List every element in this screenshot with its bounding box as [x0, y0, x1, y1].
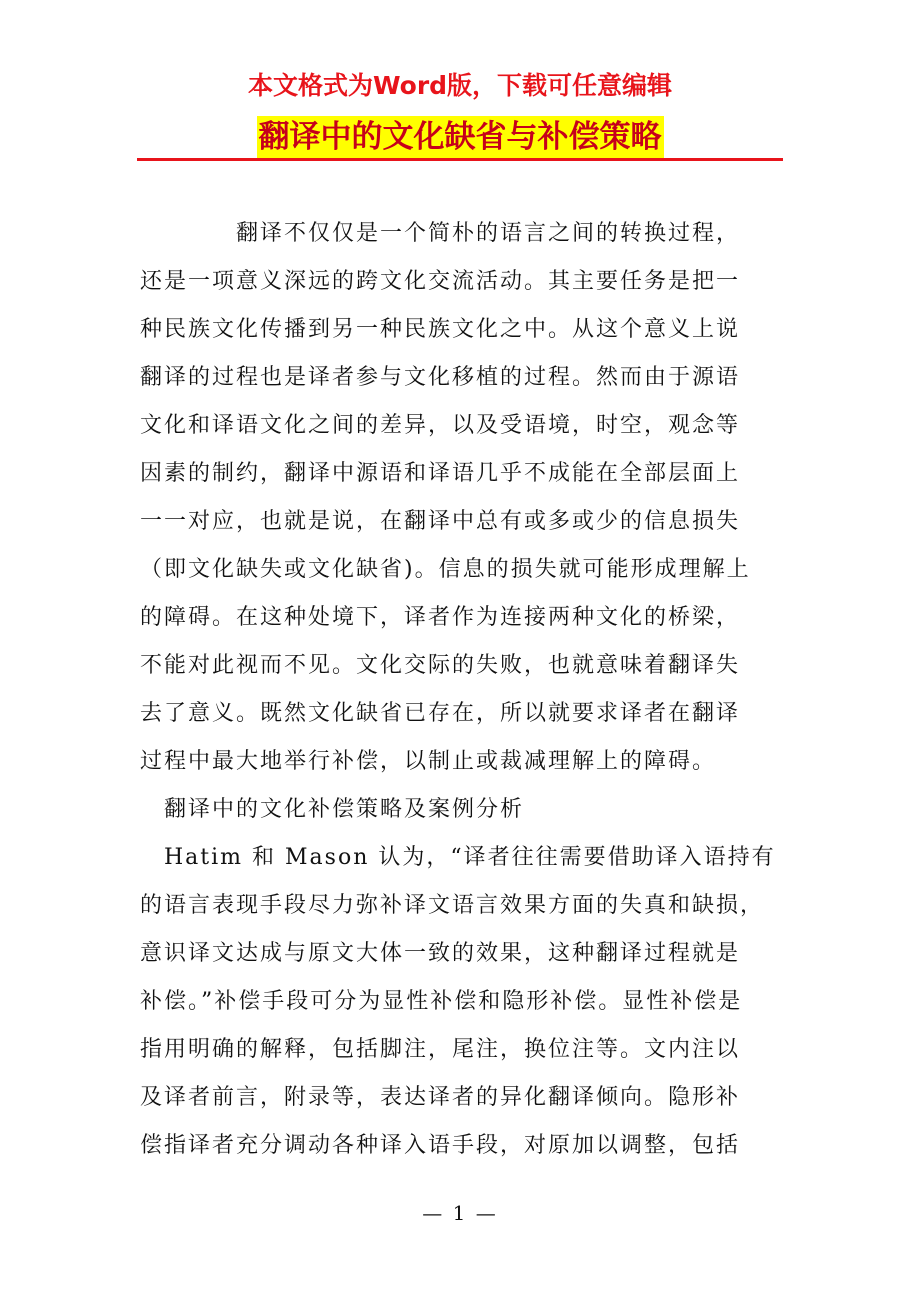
document-title: 翻译中的文化缺省与补偿策略 [257, 116, 664, 158]
body-line: 补偿。”补偿手段可分为显性补偿和隐形补偿。显性补偿是 [140, 989, 743, 1014]
body-line: Hatim 和 Mason 认为，“译者往往需要借助译入语持有 [140, 845, 776, 870]
body-line: （即文化缺失或文化缺省)。信息的损失就可能形成理解上 [140, 557, 751, 582]
page-number: — 1 — [422, 1201, 498, 1225]
body-line: 翻译的过程也是译者参与文化移植的过程。然而由于源语 [140, 365, 741, 390]
body-line: 翻译不仅仅是一个简朴的语言之间的转换过程， [140, 221, 741, 246]
body-line: 还是一项意义深远的跨文化交流活动。其主要任务是把一 [140, 269, 741, 294]
download-notice: 本文格式为Word版，下载可任意编辑 [247, 71, 673, 100]
body-line: 意识译文达成与原文大体一致的效果，这种翻译过程就是 [140, 941, 741, 966]
title-container [0, 116, 920, 158]
body-line: 文化和译语文化之间的差异，以及受语境，时空，观念等 [140, 413, 741, 438]
body-line: 的障碍。在这种处境下，译者作为连接两种文化的桥梁， [140, 605, 741, 630]
body-line: 偿指译者充分调动各种译入语手段，对原加以调整，包括 [140, 1133, 741, 1158]
body-line: 种民族文化传播到另一种民族文化之中。从这个意义上说 [140, 317, 741, 342]
title-divider [137, 158, 783, 161]
body-line: 指用明确的解释，包括脚注，尾注，换位注等。文内注以 [140, 1037, 741, 1062]
body-line: 因素的制约，翻译中源语和译语几乎不成能在全部层面上 [140, 461, 741, 486]
body-line: 一一对应，也就是说，在翻译中总有或多或少的信息损失 [140, 509, 741, 534]
body-line: 过程中最大地举行补偿，以制止或裁减理解上的障碍。 [140, 749, 717, 774]
body-line: 的语言表现手段尽力弥补译文语言效果方面的失真和缺损， [140, 893, 765, 918]
body-line: 不能对此视而不见。文化交际的失败，也就意味着翻译失 [140, 653, 741, 678]
body-line: 及译者前言，附录等，表达译者的异化翻译倾向。隐形补 [140, 1085, 741, 1110]
section-heading: 翻译中的文化补偿策略及案例分析 [140, 797, 525, 822]
body-line: 去了意义。既然文化缺省已存在，所以就要求译者在翻译 [140, 701, 741, 726]
